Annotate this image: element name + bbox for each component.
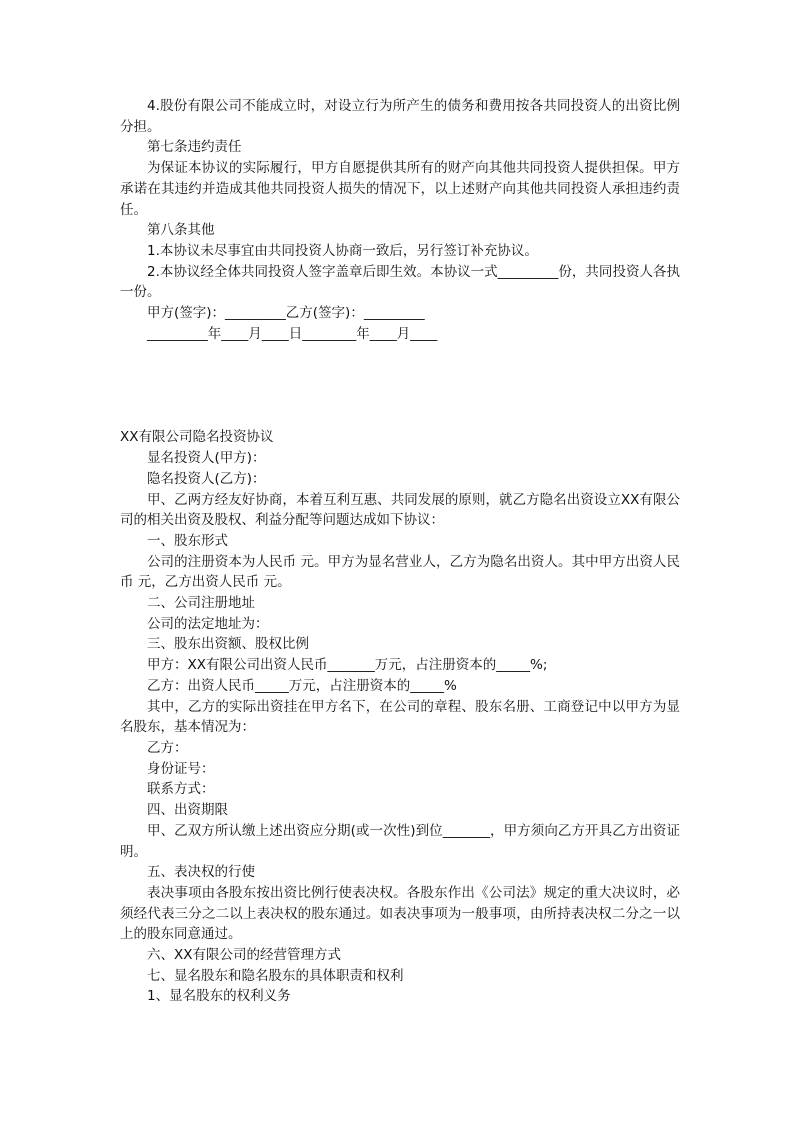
section-heading: 七、显名股东和隐名股东的具体职责和权利 — [147, 967, 404, 984]
party-line: 显名投资人(甲方)： — [147, 450, 266, 467]
section-heading: 一、股东形式 — [147, 532, 228, 549]
preamble-paragraph: 甲、乙两方经友好协商，本着互利互惠、共同发展的原则，就乙方隐名出资设立XX有限公司的相关出资及股权、利益分配等问题达成如下协议： — [120, 491, 680, 529]
clause-paragraph: 2.本协议经全体共同投资人签字盖章后即生效。本协议一式_________份，共同投资人各执一份。 — [120, 263, 680, 301]
clause-paragraph: 1.本协议未尽事宜由共同投资人协商一致后，另行签订补充协议。 — [147, 242, 538, 259]
nominee-investment-agreement — [120, 427, 680, 1007]
section-heading: 五、表决权的行使 — [147, 864, 255, 881]
section-heading: 三、股东出资额、股权比例 — [147, 636, 309, 653]
info-field: 身份证号： — [147, 760, 215, 777]
clause-paragraph: 乙方：出资人民币_____万元，占注册资本的_____% — [147, 677, 457, 694]
clause-paragraph: 公司的注册资本为人民币 元。甲方为显名营业人，乙方为隐名出资人。其中甲方出资人民币 元，乙方出资人民币 元。 — [120, 553, 680, 591]
clause-paragraph: 表决事项由各股东按出资比例行使表决权。各股东作出《公司法》规定的重大决议时，必须经代表三分之二以上表决权的股东通过。如表决事项为一般事项，由所持表决权二分之一以上的股东同意通过。 — [120, 884, 680, 943]
section-heading: 二、公司注册地址 — [147, 595, 255, 612]
clause-paragraph: 甲方：XX有限公司出资人民币_______万元，占注册资本的_____%; — [147, 657, 548, 674]
party-line: 隐名投资人(乙方)： — [147, 470, 266, 487]
article-heading: 第八条其他 — [147, 222, 215, 239]
signature-line: 甲方(签字)：_________乙方(签字)：_________ — [147, 305, 425, 322]
section-heading: 六、XX有限公司的经营管理方式 — [147, 947, 341, 964]
date-line: _________年____月____日________年____月____ — [147, 325, 438, 342]
clause-paragraph: 其中，乙方的实际出资挂在甲方名下，在公司的章程、股东名册、工商登记中以甲方为显名股东，基本情况为： — [120, 698, 680, 736]
section-spacer — [120, 344, 680, 427]
section-heading: 四、出资期限 — [147, 802, 228, 819]
document-body — [120, 96, 680, 1007]
clause-paragraph: 甲、乙双方所认缴上述出资应分期(或一次性)到位_______，甲方须向乙方开具乙方出资证明。 — [120, 822, 680, 860]
document-title: XX有限公司隐名投资协议 — [120, 429, 274, 446]
info-field: 联系方式： — [147, 781, 215, 798]
agreement-section-end — [120, 96, 680, 344]
clause-paragraph: 公司的法定地址为： — [147, 615, 269, 632]
info-field: 乙方： — [147, 739, 188, 756]
clause-paragraph: 4.股份有限公司不能成立时，对设立行为所产生的债务和费用按各共同投资人的出资比例分担。 — [120, 98, 680, 135]
article-heading: 第七条违约责任 — [147, 139, 242, 156]
subsection-heading: 1、显名股东的权利义务 — [147, 988, 291, 1005]
clause-paragraph: 为保证本协议的实际履行，甲方自愿提供其所有的财产向其他共同投资人提供担保。甲方承诺在其违约并造成其他共同投资人损失的情况下，以上述财产向其他共同投资人承担违约责任。 — [120, 160, 680, 218]
